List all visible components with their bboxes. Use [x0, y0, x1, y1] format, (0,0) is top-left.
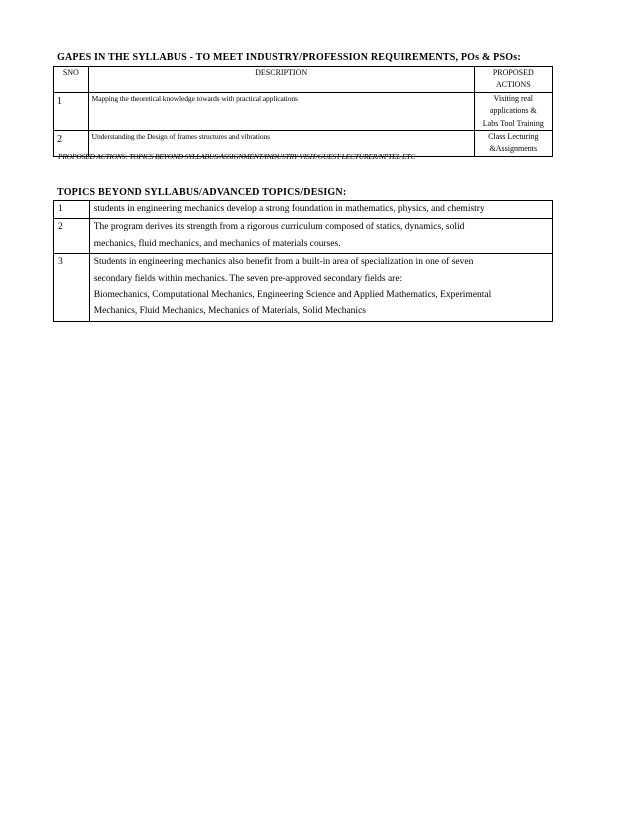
row-number: 2 [54, 219, 90, 254]
gaps-heading: GAPES IN THE SYLLABUS - TO MEET INDUSTRY/PROFESSION REQUIREMENTS, POs & PSOs: [57, 52, 521, 63]
text-line: Biomechanics, Computational Mechanics, Engineering Science and Applied Mathematics, Experimental [93, 290, 492, 301]
gaps-table [53, 66, 553, 157]
text-line: students in engineering mechanics develop a strong foundation in mathematics, physics, and chemistry [93, 204, 485, 214]
header-actions-line: ACTIONS [495, 80, 531, 90]
action-line: Visiting real [493, 93, 533, 103]
action-line: Labs Tool Training [482, 118, 544, 128]
row-number: 1 [54, 201, 90, 219]
row-text [89, 201, 552, 219]
text-line: Mechanics, Fluid Mechanics, Mechanics of Materials, Solid Mechanics [93, 306, 366, 317]
row-actions [474, 92, 552, 130]
row-description: Understanding the Design of frames structures and vibrations [88, 131, 474, 157]
header-sno: SNO [54, 67, 89, 93]
topics-table [53, 200, 553, 322]
table-header-row [54, 67, 553, 93]
action-line: applications & [489, 106, 537, 116]
proposed-actions-note: PROPOSED ACTIONS: TOPICS BEYOND SYLLABUS/ASSIGNMENT/INDUSTRY VISIT/GUEST LECTURER/NPTEL ETC [58, 152, 416, 161]
text-line: The program derives its strength from a rigorous curriculum composed of statics, dynamics, solid [93, 222, 465, 233]
table-row [54, 254, 553, 322]
row-number: 3 [54, 254, 90, 322]
table-row [54, 219, 553, 254]
table-row [54, 201, 553, 219]
header-actions-line: PROPOSED [492, 68, 534, 77]
row-sno: 1 [54, 92, 89, 130]
row-description: Mapping the theoretical knowledge towards with practical applications [88, 92, 474, 130]
text-line: mechanics, fluid mechanics, and mechanics of materials courses. [93, 238, 341, 249]
action-line: Class Lecturing [488, 132, 539, 142]
row-sno: 2 [54, 131, 89, 157]
topics-heading: TOPICS BEYOND SYLLABUS/ADVANCED TOPICS/DESIGN: [57, 187, 347, 198]
text-line: secondary fields within mechanics. The seven pre-approved secondary fields are: [93, 273, 403, 284]
action-line: &Assignments [489, 144, 538, 154]
row-text [89, 219, 552, 254]
row-text [89, 254, 552, 322]
header-proposed-actions [474, 67, 552, 93]
row-actions [474, 131, 552, 157]
text-line: Students in engineering mechanics also benefit from a built-in area of specialization in one of seven [93, 257, 474, 268]
header-description: DESCRIPTION [88, 67, 474, 93]
table-row [54, 92, 553, 130]
